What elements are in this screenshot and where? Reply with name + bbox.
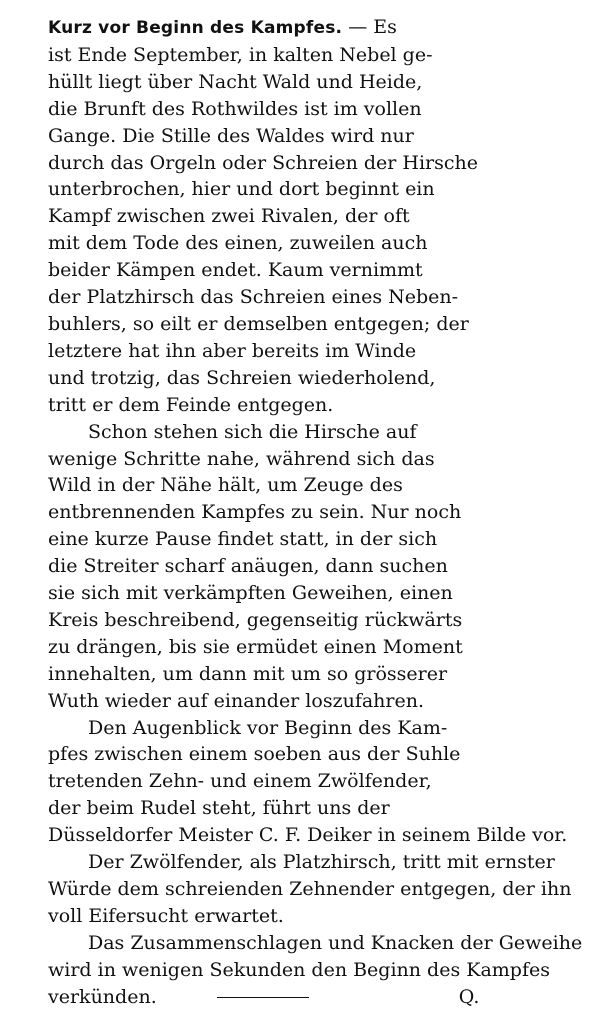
paragraph-start-line: Der Zwölfender, als Platzhirsch, tritt mit ernster — [88, 851, 555, 874]
paragraph-start-line: Schon stehen sich die Hirsche auf — [88, 420, 417, 443]
text-line: Kreis beschreibend, gegenseitig rückwärts — [48, 608, 463, 631]
text-line: die Brunft des Rothwildes ist im vollen — [48, 97, 422, 120]
text-line: eine kurze Pause findet statt, in der sich — [48, 528, 438, 551]
text-line: Wuth wieder auf einander loszufahren. — [48, 689, 425, 712]
paragraph-start-line: Das Zusammenschlagen und Knacken der Geweihe — [88, 931, 583, 954]
text-line: tritt er dem Feinde entgegen. — [48, 393, 334, 416]
text-line: und trotzig, das Schreien wiederholend, — [48, 366, 436, 389]
text-line: beider Kämpen endet. Kaum vernimmt — [48, 259, 423, 282]
text-line: unterbrochen, hier und dort beginnt ein — [48, 178, 435, 201]
text-line: Düsseldorfer Meister C. F. Deiker in seinem Bilde vor. — [48, 824, 568, 847]
text-line: Kampf zwischen zwei Rivalen, der oft — [48, 205, 410, 228]
text-line: entbrennenden Kampfes zu sein. Nur noch — [48, 501, 462, 524]
text-line: zu drängen, bis sie ermüdet einen Moment — [48, 635, 463, 658]
author-signature: Q. — [458, 985, 480, 1008]
text-line: die Streiter scharf anäugen, dann suchen — [48, 555, 448, 578]
text-line: buhlers, so eilt er demselben entgegen; der — [48, 312, 469, 335]
article-heading-rest: — Es — [342, 16, 397, 38]
article-text — [48, 14, 583, 1011]
text-line: voll Eifersucht erwartet. — [48, 904, 284, 927]
text-line: hüllt liegt über Nacht Wald und Heide, — [48, 70, 423, 93]
text-line: mit dem Tode des einen, zuweilen auch — [48, 232, 428, 255]
closing-rule — [217, 997, 309, 998]
closing-line — [48, 984, 576, 1011]
text-line: der Platzhirsch das Schreien eines Neben- — [48, 286, 459, 309]
text-line: Würde dem schreienden Zehnender entgegen, der ihn — [48, 878, 572, 900]
article-heading: Kurz vor Beginn des Kampfes. — [48, 18, 343, 38]
paragraph-start-line: Den Augenblick vor Beginn des Kam- — [88, 716, 448, 739]
text-line: pfes zwischen einem soeben aus der Suhle — [48, 743, 461, 766]
text-line: letztere hat ihn aber bereits im Winde — [48, 339, 417, 362]
text-line: wenige Schritte nahe, während sich das — [48, 447, 435, 470]
text-line: sie sich mit verkämpften Geweihen, einen — [48, 582, 453, 605]
text-line: wird in wenigen Sekunden den Beginn des Kampfes — [48, 958, 550, 981]
text-line: tretenden Zehn- und einem Zwölfender, — [48, 770, 432, 793]
text-line: durch das Orgeln oder Schreien der Hirsche — [48, 151, 479, 174]
text-line: der beim Rudel steht, führt uns der — [48, 797, 390, 820]
text-line: Gange. Die Stille des Waldes wird nur — [48, 124, 414, 147]
text-line: Wild in der Nähe hält, um Zeuge des — [48, 474, 403, 497]
last-text-line: verkünden. — [48, 985, 157, 1008]
text-line: innehalten, um dann mit um so grösserer — [48, 662, 448, 685]
text-line: ist Ende September, in kalten Nebel ge- — [48, 43, 433, 66]
article-first-line — [48, 14, 576, 42]
